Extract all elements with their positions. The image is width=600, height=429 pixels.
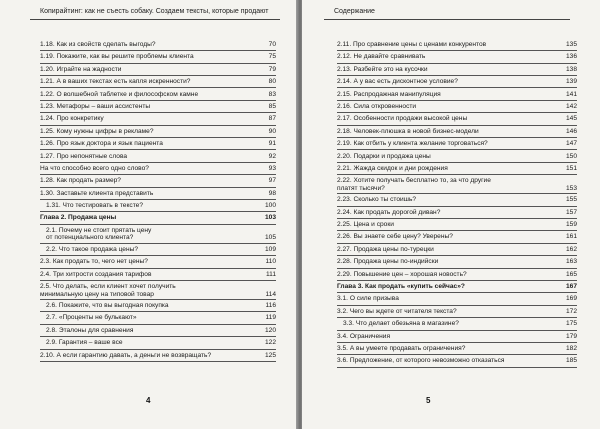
toc-entry-title: 1.31. Что тестировать в тексте? — [46, 202, 144, 210]
toc-entry-title: 2.25. Цена и сроки — [337, 221, 394, 229]
toc-entry-title: 2.9. Гарантия – ваше все — [46, 339, 123, 347]
toc-entry-page: 139 — [565, 78, 577, 86]
toc-entry-rule — [337, 317, 577, 318]
toc-entry — [337, 345, 577, 357]
toc-entry-title: 3.3. Что делает обезьяна в магазине? — [343, 320, 459, 328]
toc-entry-rule — [40, 112, 276, 113]
toc-entry-title: 1.19. Покажите, как вы решите проблемы клиента — [40, 53, 194, 61]
toc-entry-title: 2.29. Повышение цен – хорошая новость? — [337, 270, 467, 278]
toc-entry-title: 2.23. Сколько ты стоишь? — [337, 196, 417, 204]
toc-entry-title: 2.19. Как отбить у клиента желание торговаться? — [337, 140, 488, 148]
toc-entry-page: 122 — [264, 339, 276, 347]
toc-entry-rule — [40, 336, 276, 337]
toc-entry — [40, 227, 276, 246]
toc-entry-title: 2.26. Вы знаете себе цену? Уверены? — [337, 233, 453, 241]
toc-entry — [40, 302, 276, 314]
toc-entry-page: 167 — [565, 283, 577, 291]
toc-entry-rule — [337, 100, 577, 101]
toc-entry — [337, 165, 577, 177]
toc-entry-rule — [337, 268, 577, 269]
toc-entry-rule — [40, 361, 276, 362]
toc-entry — [40, 339, 276, 351]
toc-entry-page: 98 — [268, 189, 276, 197]
toc-entry — [40, 91, 276, 103]
toc-entry-title: 1.23. Метафоры – ваши ассистенты — [40, 102, 151, 110]
toc-entry-rule — [337, 305, 577, 306]
toc-entry-page: 162 — [565, 245, 577, 253]
toc-entry — [40, 202, 276, 214]
toc-entry — [337, 196, 577, 208]
toc-entry-page: 75 — [268, 53, 276, 61]
toc-entry-page: 175 — [565, 320, 577, 328]
toc-entry — [337, 140, 577, 152]
toc-entry-title: 2.22. Хотите получать бесплатно то, за что другие — [337, 177, 491, 185]
toc-entry-page: 142 — [565, 102, 577, 110]
toc-entry — [40, 352, 276, 364]
toc-entry-title: 3.4. Ограничения — [337, 332, 391, 340]
toc-entry-rule — [337, 149, 577, 150]
toc-entry — [40, 41, 276, 53]
toc-entry-title: 2.5. Что делать, если клиент хочет получить — [40, 283, 176, 291]
toc-entry — [337, 115, 577, 127]
toc-entry-title: 1.20. Играйте на жадности — [40, 65, 122, 73]
toc-entry — [337, 308, 577, 320]
toc-entry-page: 83 — [268, 90, 276, 98]
toc-entry-page: 105 — [264, 234, 276, 242]
toc-entry-page: 147 — [565, 140, 577, 148]
running-head: Содержание — [334, 8, 375, 15]
toc-entry-rule — [337, 280, 577, 281]
toc-entry — [40, 140, 276, 152]
toc-entry-title: 2.2. Что такое продажа цены? — [46, 245, 139, 253]
toc-entry-title: 1.24. Про конкретику — [40, 115, 104, 123]
toc-entry-rule — [337, 112, 577, 113]
toc-entry-title: 2.10. А если гарантию давать, а деньги не возвращать? — [40, 351, 212, 359]
toc-entry-page: 138 — [565, 65, 577, 73]
toc-entry-title: 2.27. Продажа цены по-турецки — [337, 245, 434, 253]
toc-entry-title: Глава 3. Как продать «купить сейчас»? — [337, 283, 465, 291]
toc-entry-rule — [337, 87, 577, 88]
toc-entry-title: 1.30. Заставьте клиента представить — [40, 189, 154, 197]
toc-entry-rule — [337, 193, 577, 194]
toc-entry-rule — [337, 206, 577, 207]
toc-entry — [40, 115, 276, 127]
running-head: Копирайтинг: как не съесть собаку. Создаем тексты, которые продают — [40, 8, 269, 15]
toc-entry-title: 2.14. А у вас есть дисконтное условие? — [337, 78, 458, 86]
toc-entry-rule — [40, 311, 276, 312]
toc-chapter-heading — [40, 214, 276, 226]
toc-entry-rule — [337, 174, 577, 175]
toc-entry-rule — [337, 137, 577, 138]
toc-entry-rule — [40, 174, 276, 175]
toc-entry-title: 1.21. А в ваших текстах есть капля искренности? — [40, 78, 191, 86]
toc-entry-title: 2.8. Эталоны для сравнения — [46, 326, 134, 334]
toc-entry-page: 116 — [265, 302, 276, 310]
toc-entry-page: 179 — [565, 332, 577, 340]
toc-entry-page: 141 — [565, 90, 577, 98]
toc-entry-rule — [40, 299, 276, 300]
toc-entry-page: 125 — [264, 351, 276, 359]
toc-entry — [337, 128, 577, 140]
toc-entry-page: 80 — [268, 78, 276, 86]
toc-entry — [337, 258, 577, 270]
toc-entry-page: 110 — [265, 258, 276, 266]
toc-entry-title: 1.18. Как из свойств сделать выгоды? — [40, 41, 156, 48]
toc-entry — [40, 103, 276, 115]
toc-entry-page: 91 — [268, 140, 276, 148]
header-rule — [30, 19, 280, 20]
toc-entry-title: 2.15. Распродажная манипуляция — [337, 90, 441, 98]
toc-entry-rule — [337, 243, 577, 244]
toc-entry-page: 182 — [565, 344, 577, 352]
header-rule — [324, 19, 570, 20]
page-number: 4 — [146, 396, 151, 405]
toc-entry — [337, 320, 577, 332]
toc-chapter-heading — [337, 283, 577, 295]
toc-entry-rule — [337, 75, 577, 76]
toc-entry-rule — [40, 87, 276, 88]
toc-entry — [40, 283, 276, 302]
toc-entry-page: 103 — [264, 214, 276, 222]
toc-entry-rule — [40, 187, 276, 188]
toc-entry — [337, 209, 577, 221]
toc-entry — [337, 357, 577, 369]
toc-entry — [40, 177, 276, 189]
toc-entry-rule — [40, 280, 276, 281]
toc-entry-title: 1.26. Про язык доктора и язык пациента — [40, 140, 163, 148]
toc-entry-rule — [337, 162, 577, 163]
toc-entry-title: 2.21. Жажда скидок и дни рождения — [337, 164, 448, 172]
toc-entry-page: 70 — [268, 41, 276, 48]
toc-entry — [337, 221, 577, 233]
toc-entry — [337, 91, 577, 103]
toc-entry — [40, 165, 276, 177]
toc-entry-rule — [40, 211, 276, 212]
toc-entry-rule — [40, 268, 276, 269]
toc-entry-page: 150 — [565, 152, 577, 160]
toc-entry — [337, 246, 577, 258]
toc-entry-title: 2.20. Подарки и продажа цены — [337, 152, 431, 160]
toc-list — [40, 41, 276, 364]
toc-entry-rule — [40, 125, 276, 126]
toc-entry-page: 165 — [565, 270, 577, 278]
toc-entry-page: 135 — [565, 41, 577, 48]
toc-entry — [337, 177, 577, 196]
toc-entry-page: 153 — [565, 184, 577, 192]
toc-entry-rule — [40, 75, 276, 76]
toc-entry-rule — [40, 63, 276, 64]
toc-entry-title: 1.25. Кому нужны цифры в рекламе? — [40, 127, 154, 135]
toc-entry-rule — [337, 50, 577, 51]
toc-entry — [337, 41, 577, 53]
toc-entry-title: 2.6. Покажите, что вы выгодная покупка — [46, 302, 169, 310]
toc-entry-page: 169 — [565, 295, 577, 303]
toc-entry-title: 2.16. Сила откровенности — [337, 102, 417, 110]
toc-entry-title: 3.2. Чего вы ждете от читателя текста? — [337, 307, 457, 315]
toc-entry-rule — [337, 125, 577, 126]
toc-entry-page: 109 — [264, 245, 276, 253]
toc-entry-rule — [337, 367, 577, 368]
toc-entry-page: 172 — [565, 307, 577, 315]
toc-entry-page: 79 — [268, 65, 276, 73]
toc-entry-rule — [337, 255, 577, 256]
toc-entry-title: 3.6. Предложение, от которого невозможно отказаться — [337, 357, 505, 365]
toc-entry-rule — [40, 149, 276, 150]
toc-entry-page: 120 — [264, 326, 276, 334]
toc-entry-page: 90 — [268, 127, 276, 135]
toc-entry-title: 2.7. «Проценты не булькают» — [46, 314, 137, 322]
toc-entry-page: 100 — [264, 202, 276, 210]
toc-entry-rule — [337, 218, 577, 219]
toc-entry-rule — [40, 324, 276, 325]
toc-entry-title: 2.1. Почему не стоит прятать цену — [46, 226, 152, 234]
toc-entry-rule — [40, 162, 276, 163]
toc-entry — [40, 314, 276, 326]
toc-entry-page: 92 — [268, 152, 276, 160]
toc-entry-page: 111 — [265, 270, 276, 278]
toc-entry-title: 2.4. Три хитрости создания тарифов — [40, 270, 152, 278]
toc-entry-page: 159 — [565, 221, 577, 229]
toc-entry-rule — [337, 330, 577, 331]
toc-entry — [40, 53, 276, 65]
toc-entry-page: 97 — [268, 177, 276, 185]
toc-entry-page: 119 — [265, 314, 276, 322]
toc-entry-rule — [337, 354, 577, 355]
toc-entry-page: 93 — [268, 164, 276, 172]
toc-entry — [337, 78, 577, 90]
toc-entry-page: 157 — [565, 208, 577, 216]
toc-entry-rule — [337, 63, 577, 64]
toc-entry-rule — [40, 50, 276, 51]
toc-entry-title: 2.3. Как продать то, чего нет цены? — [40, 258, 148, 266]
toc-entry — [40, 271, 276, 283]
toc-entry — [337, 66, 577, 78]
toc-entry — [40, 66, 276, 78]
toc-entry-title: 3.5. А вы умеете продавать ограничения? — [337, 344, 466, 352]
toc-entry-title: 1.27. Про непонятные слова — [40, 152, 128, 160]
toc-entry-rule — [40, 255, 276, 256]
toc-entry-page: 145 — [565, 115, 577, 123]
toc-entry-title-continued: минимальную цену на типовой товар — [40, 290, 154, 298]
toc-entry-title-continued: от потенциального клиента? — [46, 234, 134, 242]
toc-entry-rule — [337, 292, 577, 293]
toc-entry-rule — [40, 224, 276, 225]
toc-entry-title: 2.11. Про сравнение цены с ценами конкурентов — [337, 41, 487, 48]
toc-entry — [40, 258, 276, 270]
toc-entry — [40, 246, 276, 258]
toc-entry — [337, 153, 577, 165]
toc-entry-rule — [40, 199, 276, 200]
toc-entry — [40, 128, 276, 140]
toc-entry-title: 2.17. Особенности продажи высокой цены — [337, 115, 468, 123]
toc-entry-page: 151 — [565, 164, 577, 172]
toc-entry-page: 155 — [565, 196, 577, 204]
page-number: 5 — [426, 396, 431, 405]
toc-entry-title-continued: платят тысячи? — [337, 184, 385, 192]
toc-entry-title: Глава 2. Продажа цены — [40, 214, 117, 222]
toc-entry — [337, 103, 577, 115]
toc-entry-rule — [40, 137, 276, 138]
toc-entry — [40, 190, 276, 202]
toc-entry-title: На что способно всего одно слово? — [40, 164, 149, 172]
toc-entry — [337, 295, 577, 307]
toc-entry-page: 185 — [565, 357, 577, 365]
toc-entry-rule — [337, 342, 577, 343]
toc-entry-page: 146 — [565, 127, 577, 135]
right-page — [302, 0, 600, 429]
toc-entry-page: 163 — [565, 258, 577, 266]
left-page — [0, 0, 298, 429]
toc-entry-rule — [40, 243, 276, 244]
toc-entry-title: 1.28. Как продать размер? — [40, 177, 121, 185]
toc-entry-rule — [337, 230, 577, 231]
toc-entry-rule — [40, 349, 276, 350]
toc-entry-title: 3.1. О силе призыва — [337, 295, 399, 303]
toc-entry — [337, 271, 577, 283]
toc-entry-title: 2.24. Как продать дорогой диван? — [337, 208, 441, 216]
toc-entry-title: 2.13. Разбейте это на кусочки — [337, 65, 428, 73]
toc-entry-page: 136 — [565, 53, 577, 61]
toc-entry-title: 2.12. Не давайте сравнивать — [337, 53, 426, 61]
toc-entry — [337, 53, 577, 65]
toc-entry-title: 2.28. Продажа цены по-индийски — [337, 258, 439, 266]
toc-entry-page: 85 — [268, 102, 276, 110]
toc-entry-page: 87 — [268, 115, 276, 123]
toc-entry — [337, 333, 577, 345]
toc-entry-page: 161 — [565, 233, 577, 241]
toc-entry-page: 114 — [265, 290, 276, 298]
toc-entry-title: 1.22. О волшебной таблетке и философском камне — [40, 90, 199, 98]
toc-entry — [40, 153, 276, 165]
toc-entry — [40, 327, 276, 339]
toc-entry-rule — [40, 100, 276, 101]
toc-entry-title: 2.18. Человек-плюшка в новой бизнес-модели — [337, 127, 479, 135]
toc-list — [337, 41, 577, 370]
toc-entry — [40, 78, 276, 90]
toc-entry — [337, 233, 577, 245]
